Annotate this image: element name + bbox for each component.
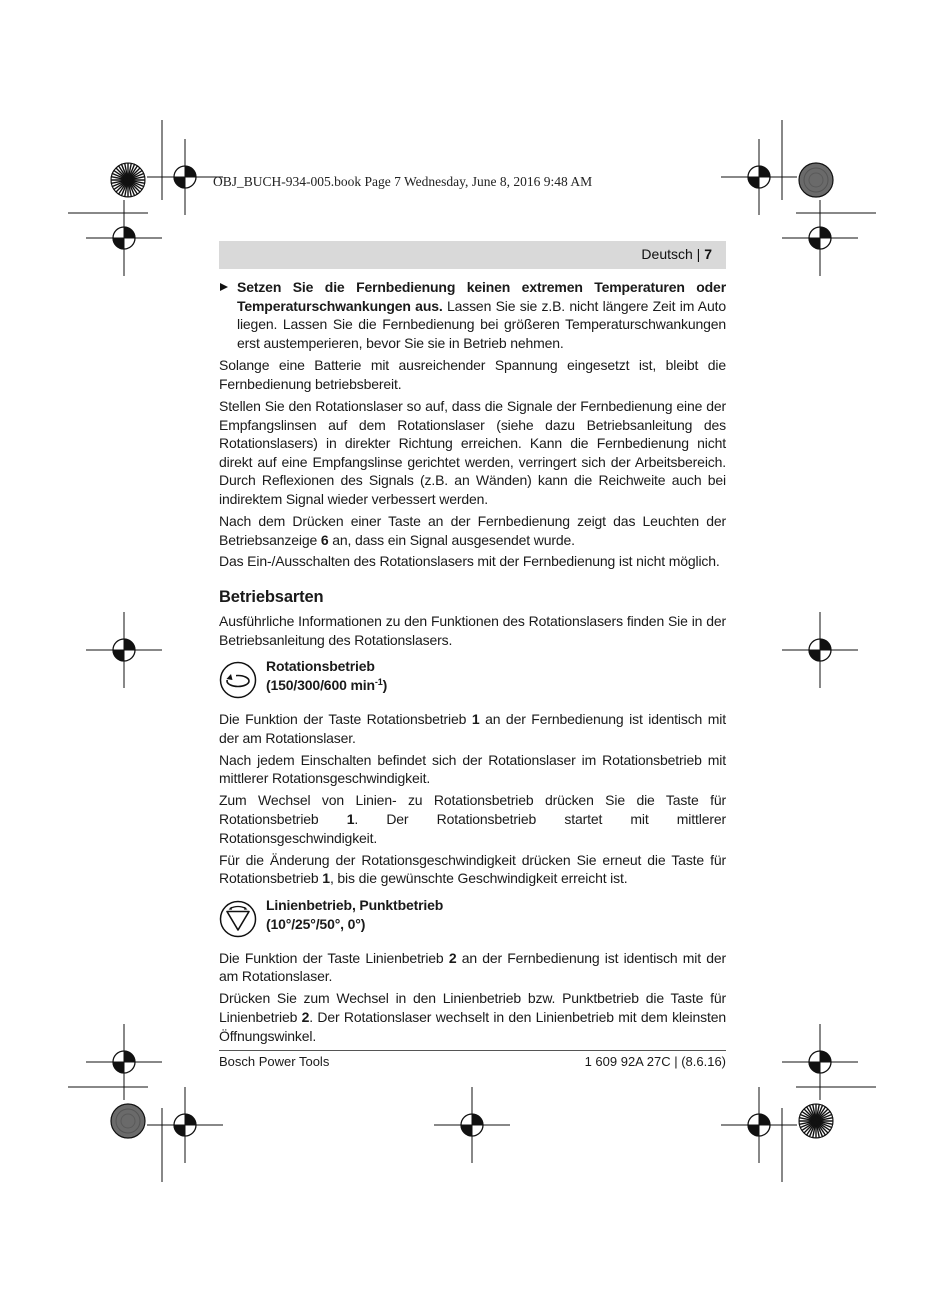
text-span: Drücken Sie zum Wechsel in den Linienbetrieb bzw. Punktbetrieb die Taste für Linienbetrieb [219, 990, 726, 1025]
ref-number: 2 [448, 949, 457, 966]
header-language: Deutsch [641, 246, 693, 262]
header-separator: | [696, 246, 701, 262]
header-page-number: 7 [704, 246, 712, 262]
footer-doc-number: 1 609 92A 27C | (8.6.16) [584, 1054, 726, 1069]
warning-bold-text: Setzen Sie die Fernbedienung keinen extremen Temperaturen oder Temperaturschwankungen aus. [237, 279, 726, 314]
text-span: an der Fernbedienung ist identisch mit der am Rotationslaser. [219, 711, 726, 746]
ref-number: 2 [301, 1008, 310, 1025]
text-span: Die Funktion der Taste Rotationsbetrieb [219, 711, 472, 728]
rotation-speed-close: ) [382, 677, 388, 694]
ref-number: 1 [346, 811, 355, 828]
ref-number: 1 [322, 870, 330, 887]
page-header-bar [219, 241, 726, 269]
text-span: Für die Änderung der Rotationsgeschwindigkeit drücken Sie erneut die Taste für Rotationsbetrieb [219, 851, 726, 887]
rotation-paragraph-2: Nach jedem Einschalten befindet sich der Rotationslaser im Rotationsbetrieb mit mittlerer Rotationsgeschwindigkeit. [219, 751, 726, 787]
section-intro: Ausführliche Informationen zu den Funktionen des Rotationslasers finden Sie in der Betriebsanleitung des Rotationslasers. [219, 613, 726, 648]
paragraph-led [219, 512, 726, 549]
rotation-paragraph-3 [219, 791, 726, 847]
text-span: Die Funktion der Taste Linienbetrieb [219, 949, 449, 966]
footer-rule [219, 1050, 726, 1051]
rotation-mode-title [266, 657, 387, 695]
text-span: , bis die gewünschte Geschwindigkeit erreicht ist. [329, 870, 628, 887]
text-span: Zum Wechsel von Linien- zu Rotationsbetrieb drücken Sie die Taste für Rotationsbetrieb [219, 792, 726, 828]
ref-number: 1 [471, 711, 480, 728]
text-span: . Der Rotationslaser wechselt in den Linienbetrieb mit dem kleinsten Öffnungswinkel. [219, 1008, 726, 1044]
text-span: an der Fernbedienung ist identisch mit der am Rotationslaser. [219, 949, 727, 985]
rotation-mode-icon [219, 661, 257, 699]
warning-bullet [219, 278, 726, 352]
rotation-mode-heading [219, 657, 726, 701]
rotation-paragraph-1 [219, 710, 726, 747]
line-mode-icon [219, 900, 257, 938]
page-header [641, 246, 712, 262]
paragraph-battery: Solange eine Batterie mit ausreichender Spannung eingesetzt ist, bleibt die Fernbedienung betriebsbereit. [219, 357, 726, 392]
paragraph-setup: Stellen Sie den Rotationslaser so auf, dass die Signale der Fernbedienung eine der Empfangslinsen auf dem Rotationslaser (siehe dazu Betriebsanleitung des Rotationslasers) in direkter Richtung erreichen. Kann die Fernbedienung nicht direkt auf eine Empfangslinse gerichtet werden, verringert sich der Arbeitsbereich. Durch Reflexionen des Signals (z.B. an Wänden) kann die Reichweite auch bei indirektem Signal wieder verbessert werden. [219, 397, 726, 507]
rotation-speed-text: (150/300/600 min [266, 677, 375, 694]
line-paragraph-1 [219, 949, 726, 986]
line-mode-heading [219, 896, 726, 940]
text-span: Nach dem Drücken einer Taste an der Fernbedienung zeigt das Leuchten der Betriebsanzeige [219, 512, 726, 548]
text-span: an, dass ein Signal ausgesendet wurde. [328, 531, 575, 548]
line-title-line2: (10°/25°/50°, 0°) [266, 915, 366, 932]
ref-number: 6 [320, 531, 329, 548]
rotation-speed-sup: -1 [374, 677, 383, 688]
book-info-line: OBJ_BUCH-934-005.book Page 7 Wednesday, June 8, 2016 9:48 AM [213, 174, 593, 189]
footer-brand: Bosch Power Tools [219, 1054, 330, 1069]
line-mode-title [266, 896, 443, 934]
bullet-triangle-icon [220, 283, 228, 291]
line-title-line1: Linienbetrieb, Punktbetrieb [266, 896, 444, 913]
warning-text: Lassen Sie sie z.B. nicht längere Zeit im Auto liegen. Lassen Sie die Fernbedienung bei größeren Temperaturschwankungen erst austemperieren, bevor Sie sie in Betrieb nehmen. [237, 297, 726, 351]
paragraph-onoff: Das Ein-/Ausschalten des Rotationslasers mit der Fernbedienung ist nicht möglich. [219, 553, 720, 570]
line-paragraph-2 [219, 989, 726, 1045]
rotation-title-line2 [266, 676, 387, 695]
page-content [219, 278, 726, 1049]
section-title: Betriebsarten [219, 588, 324, 607]
rotation-title-line1: Rotationsbetrieb [266, 658, 375, 675]
rotation-paragraph-4 [219, 851, 726, 888]
text-span: . Der Rotationsbetrieb startet mit mittlerer Rotationsgeschwindigkeit. [219, 811, 727, 846]
